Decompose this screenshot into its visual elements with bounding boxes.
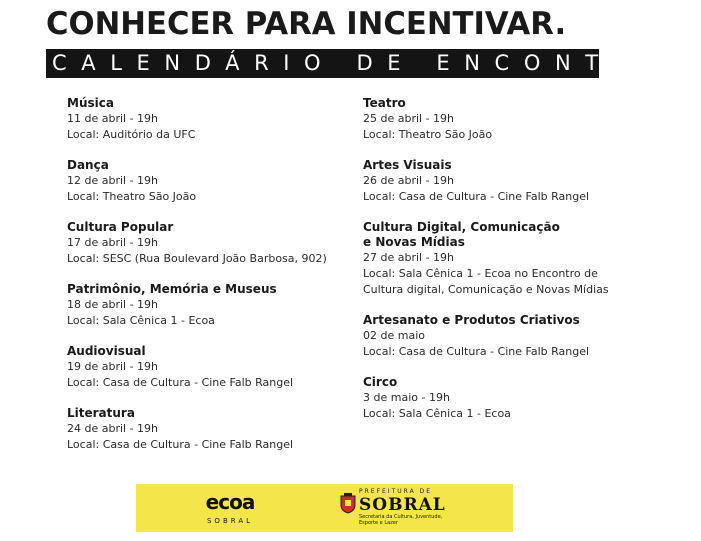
event-date: 27 de abril - 19h (363, 251, 455, 264)
event-date: 18 de abril - 19h (67, 298, 159, 311)
sponsor-logo-bar (136, 484, 513, 532)
event-danca (67, 158, 347, 205)
event-title-line1: Cultura Digital, Comunicação (363, 220, 560, 234)
events-column-right (363, 96, 633, 437)
event-location: Local: Auditório da UFC (67, 128, 196, 141)
event-title: Artesanato e Produtos Criativos (363, 313, 580, 327)
event-location: Local: Theatro São João (363, 128, 493, 141)
event-date: 19 de abril - 19h (67, 360, 159, 373)
event-artesanato (363, 313, 633, 360)
event-date: 24 de abril - 19h (67, 422, 159, 435)
event-date: 12 de abril - 19h (67, 174, 159, 187)
city-crest-icon (339, 492, 357, 514)
event-date: 02 de maio (363, 329, 425, 342)
event-title: Música (67, 96, 114, 110)
event-location-line2: Cultura digital, Comunicação e Novas Mídias (363, 283, 609, 296)
event-cultura-popular (67, 220, 347, 267)
event-title: Artes Visuais (363, 158, 452, 172)
event-patrimonio (67, 282, 347, 329)
event-title-line2: e Novas Mídias (363, 235, 465, 249)
event-date: 11 de abril - 19h (67, 112, 159, 125)
event-literatura (67, 406, 347, 453)
event-date: 17 de abril - 19h (67, 236, 159, 249)
event-title: Audiovisual (67, 344, 146, 358)
ecoa-logo-mark: ecoa (205, 490, 255, 514)
event-cultura-digital (363, 220, 633, 298)
event-location: Local: Casa de Cultura - Cine Falb Rangel (67, 376, 294, 389)
event-circo (363, 375, 633, 422)
prefeitura-label: PREFEITURA DE (359, 488, 432, 495)
event-audiovisual (67, 344, 347, 391)
event-teatro (363, 96, 633, 143)
event-location-line1: Local: Sala Cênica 1 - Ecoa no Encontro de (363, 267, 598, 280)
event-location: Local: Theatro São João (67, 190, 197, 203)
event-location: Local: SESC (Rua Boulevard João Barbosa, 902) (67, 252, 327, 265)
event-date: 25 de abril - 19h (363, 112, 455, 125)
event-location: Local: Sala Cênica 1 - Ecoa (67, 314, 215, 327)
event-title: Teatro (363, 96, 406, 110)
event-title: Circo (363, 375, 398, 389)
event-artes-visuais (363, 158, 633, 205)
event-title: Patrimônio, Memória e Museus (67, 282, 277, 296)
secretaria-line2: Esporte e Lazer (359, 520, 398, 526)
event-title: Dança (67, 158, 109, 172)
event-title: Literatura (67, 406, 135, 420)
ecoa-logo (200, 492, 260, 527)
event-date: 3 de maio - 19h (363, 391, 450, 404)
event-musica (67, 96, 347, 143)
event-location: Local: Casa de Cultura - Cine Falb Rangel (67, 438, 294, 451)
prefeitura-name: SOBRAL (359, 495, 446, 515)
prefeitura-logo (359, 488, 489, 526)
event-location: Local: Casa de Cultura - Cine Falb Rangel (363, 345, 590, 358)
event-title: Cultura Popular (67, 220, 174, 234)
event-location: Local: Sala Cênica 1 - Ecoa (363, 407, 511, 420)
subtitle-banner: CALENDÁRIO DE ENCONTROS (46, 49, 599, 78)
event-date: 26 de abril - 19h (363, 174, 455, 187)
page-title: CONHECER PARA INCENTIVAR. (46, 6, 567, 42)
events-column-left (67, 96, 347, 468)
event-location: Local: Casa de Cultura - Cine Falb Rangel (363, 190, 590, 203)
ecoa-logo-sub: SOBRAL (206, 517, 254, 525)
secretaria-line1: Secretaria da Cultura, Juventude, (359, 514, 443, 520)
